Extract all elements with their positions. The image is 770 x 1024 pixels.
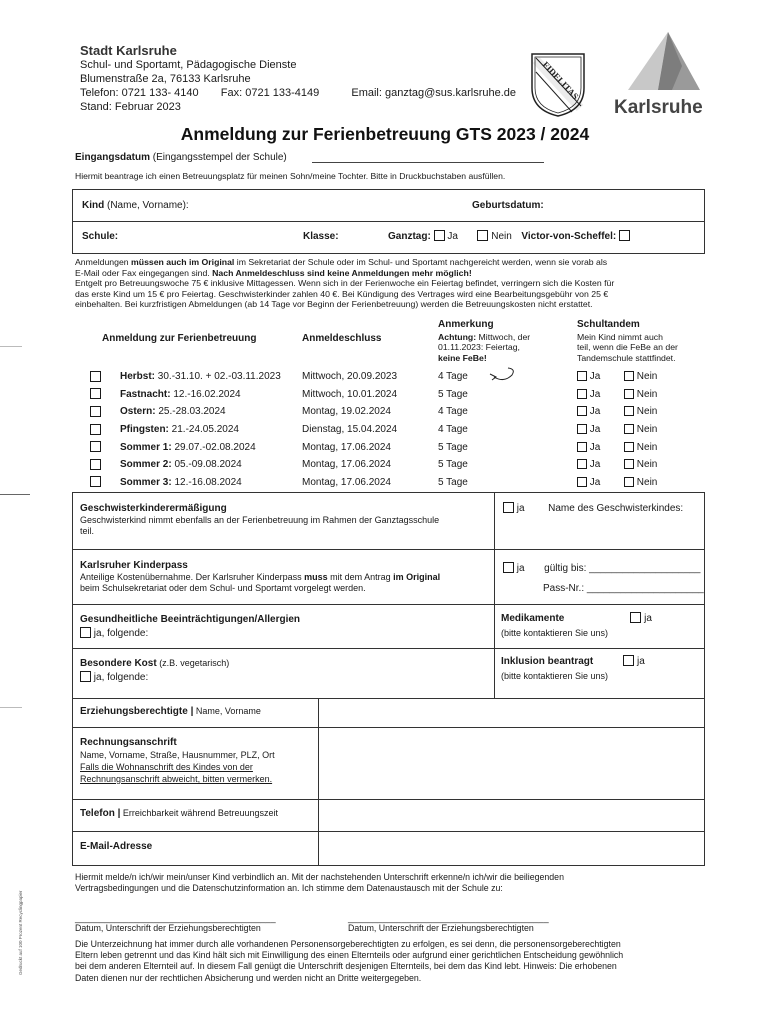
header-block: [80, 43, 516, 114]
holiday-name: Fastnacht:: [120, 388, 171, 400]
signature-2-line: _________________________________________: [348, 913, 549, 923]
holiday-name: Sommer 1:: [120, 441, 172, 453]
holiday-name: Pfingsten:: [120, 424, 169, 436]
holiday-note: 5 Tage: [438, 476, 468, 488]
eingangsdatum-label: Eingangsdatum: [75, 152, 151, 163]
holiday-note: 4 Tage: [438, 424, 468, 436]
schule-field[interactable]: Schule:: [82, 231, 119, 242]
fold-mark-lower: [0, 707, 22, 708]
holiday-checkbox[interactable]: [90, 406, 101, 417]
holiday-checkbox[interactable]: [90, 424, 101, 435]
telefon-label: Telefon | Erreichbarkeit während Betreuungszeit: [80, 808, 278, 819]
fold-mark: [0, 346, 22, 347]
tandem-nein-checkbox[interactable]: [624, 406, 634, 416]
recycling-note: Gedruckt auf 100 Prozent Recyclingpapier: [18, 890, 23, 975]
tandem-ja-checkbox[interactable]: [577, 477, 587, 487]
tandem-nein-checkbox[interactable]: [624, 459, 634, 469]
victor-checkbox[interactable]: [619, 230, 630, 241]
tandem-ja-label: Ja: [589, 424, 601, 436]
intro-text: Hiermit beantrage ich einen Betreuungsplatz für meinen Sohn/meine Tochter. Bitte in Druckbuchstaben ausfüllen.: [75, 171, 506, 181]
ganztag-nein-checkbox[interactable]: [477, 230, 488, 241]
col-head-anmeldeschluss: Anmeldeschluss: [302, 333, 382, 344]
holiday-name: Sommer 3:: [120, 476, 172, 488]
holiday-dates: 12.-16.02.2024: [170, 388, 241, 400]
holiday-name: Ostern:: [120, 406, 156, 418]
holiday-deadline: Montag, 17.06.2024: [302, 476, 391, 488]
kind-label: Kind: [82, 200, 105, 211]
ganztag-label: Ganztag:: [388, 231, 431, 242]
gesundheit-section: Gesundheitliche Beeinträchtigungen/Allergien ja, folgende:: [80, 614, 301, 639]
signature-2[interactable]: [348, 913, 549, 933]
svg-text:FIDELITAS: FIDELITAS: [540, 59, 581, 102]
holiday-row: [90, 421, 657, 439]
holiday-deadline: Montag, 19.02.2024: [302, 406, 391, 418]
kinderpass-section: Karlsruher Kinderpass Anteilige Kostenübernahme. Der Karlsruher Kinderpass muss mit dem Antrag im Original beim Schulsekretariat oder dem Schul- und Sportamt vorgelegt werden.: [80, 560, 441, 593]
inklusion-ja-checkbox[interactable]: [623, 655, 634, 666]
tandem-ja-checkbox[interactable]: [577, 424, 587, 434]
holiday-row: [90, 474, 657, 492]
tandem-nein-checkbox[interactable]: [624, 371, 634, 381]
holiday-checkbox[interactable]: [90, 476, 101, 487]
holiday-note: 4 Tage: [438, 371, 468, 383]
disclaimer-text: Die Unterzeichnung hat immer durch alle vorhandenen Personensorgeberechtigten zu erfolgen, es sei denn, die personensorgeberechtigten Eltern leben getrennt und das Kind hält sich mit Einwilligung des einen Elternteils oder aufgrund einer gerichtlichen Entscheidung gewöhnlich bei dem anderen Elternteil auf. In diesem Fall genügt die Unterschrift desjenigen Elternteils, bei dem das Kind lebt. Hinweis: Die erhobenen Daten dienen nur der rechtlichen Absicherung und werden nicht an Dritte weitergegeben.: [75, 939, 624, 983]
holiday-note: 5 Tage: [438, 388, 468, 400]
tandem-ja-label: Ja: [589, 371, 601, 383]
tandem-nein-label: Nein: [636, 441, 658, 453]
notes-block: Anmeldungen müssen auch im Original im Sekretariat der Schule oder im Schul- und Sportamt nachgereicht werden, wenn sie vorab als E-Mail oder Fax eingegangen sind. Nach Anmeldeschluss sind keine Anmeldungen mehr möglich! Entgelt pro Betreuungswoche 75 € inklusive Mittagessen. Wenn sich in der Ferienwoche ein Feiertag befindet, verringern sich die Kosten für das erste Kind um 15 € pro Feiertag. Geschwisterkinder zahlen 40 €. Bei Kündigung des Vertrages wird eine Bearbeitungsgebühr von 25 € einbehalten. Bei kurzfristigen Abmeldungen (ab 14 Tage vor Beginn der Ferienbetreuung) werden die Betreuungskosten nicht erstattet.: [75, 257, 615, 310]
tandem-nein-label: Nein: [636, 424, 658, 436]
address: Blumenstraße 2a, 76133 Karlsruhe: [80, 73, 251, 85]
holiday-name: Sommer 2:: [120, 459, 172, 471]
department: Schul- und Sportamt, Pädagogische Dienste: [80, 59, 297, 71]
rechnungsanschrift-input[interactable]: [320, 729, 703, 798]
kinderpass-nr-field[interactable]: Pass-Nr.: _____________________: [543, 583, 704, 594]
holiday-name: Herbst:: [120, 371, 156, 383]
tandem-nein-label: Nein: [636, 406, 658, 418]
holiday-row: [90, 403, 657, 421]
holiday-row: [90, 456, 657, 474]
signature-1-label: Datum, Unterschrift der Erziehungsberechtigten: [75, 923, 261, 933]
rechnungsanschrift-label: Rechnungsanschrift Name, Vorname, Straße, Hausnummer, PLZ, Ort Falls die Wohnanschrift des Kindes von der Rechnungsanschrift abweicht, bitten vermerken.: [80, 737, 275, 784]
holiday-checkbox[interactable]: [90, 371, 101, 382]
tandem-ja-checkbox[interactable]: [577, 371, 587, 381]
tandem-nein-label: Nein: [636, 476, 658, 488]
punch-mark: [0, 494, 30, 495]
klasse-field[interactable]: Klasse:: [303, 231, 339, 242]
tandem-ja-label: Ja: [589, 406, 601, 418]
holiday-dates: 30.-31.10. + 02.-03.11.2023: [155, 371, 281, 383]
kinderpass-ja-checkbox[interactable]: [503, 562, 514, 573]
holiday-dates: 12.-16.08.2024: [171, 476, 242, 488]
inklusion-section: Inklusion beantragt ja (bitte kontaktieren Sie uns): [501, 656, 645, 681]
telefon-input[interactable]: [320, 801, 703, 830]
city-name: Stadt Karlsruhe: [80, 43, 177, 58]
contact-line: [80, 86, 516, 100]
holiday-note: 4 Tage: [438, 406, 468, 418]
tandem-nein-label: Nein: [636, 371, 658, 383]
signature-1[interactable]: [75, 913, 276, 933]
tandem-ja-label: Ja: [589, 441, 601, 453]
ganztag-row: [388, 230, 630, 242]
col-head-anmeldung: Anmeldung zur Ferienbetreuung: [102, 333, 257, 344]
holiday-checkbox[interactable]: [90, 441, 101, 452]
holiday-row: [90, 368, 657, 386]
tandem-nein-checkbox[interactable]: [624, 477, 634, 487]
holiday-dates: 21.-24.05.2024: [168, 424, 239, 436]
eingangsdatum-line[interactable]: [312, 162, 544, 163]
tandem-ja-checkbox[interactable]: [577, 389, 587, 399]
tandem-nein-checkbox[interactable]: [624, 424, 634, 434]
kind-hint: (Name, Vorname):: [107, 200, 189, 211]
tandem-ja-label: Ja: [589, 388, 601, 400]
signature-1-line: _________________________________________: [75, 913, 276, 923]
erziehungsberechtigte-input[interactable]: [320, 700, 703, 726]
consent-text: Hiermit melde/n ich/wir mein/unser Kind verbindlich an. Mit der nachstehenden Unterschrift erkenne/n ich/wir die beiliegenden Vertragsbedingungen und die Datenschutzinformation an. Ich stimme dem Datenaustausch mit der Schule zu:: [75, 872, 564, 893]
holiday-deadline: Dienstag, 15.04.2024: [302, 424, 398, 436]
ganztag-ja-checkbox[interactable]: [434, 230, 445, 241]
karlsruhe-logo-icon: [612, 30, 702, 100]
col-head-schultandem: Schultandem Mein Kind nimmt auch teil, wenn die FeBe an der Tandemschule stattfindet.: [577, 319, 678, 363]
holiday-note: 5 Tage: [438, 459, 468, 471]
medikamente-ja-checkbox[interactable]: [630, 612, 641, 623]
fax: Fax: 0721 133-4149: [220, 87, 320, 99]
kinderpass-options: ja gültig bis: ____________________ Pass-Nr.: _____________________: [503, 559, 704, 599]
geschwister-options: ja Name des Geschwisterkindes:: [503, 502, 683, 514]
geschwister-ja-checkbox[interactable]: [503, 502, 514, 513]
kinderpass-valid-field[interactable]: gültig bis: ____________________: [544, 563, 701, 574]
stand-date: Stand: Februar 2023: [80, 101, 181, 113]
tandem-ja-label: Ja: [589, 459, 601, 471]
tandem-nein-checkbox[interactable]: [624, 442, 634, 452]
holiday-dates: 25.-28.03.2024: [155, 406, 226, 418]
holiday-deadline: Montag, 17.06.2024: [302, 459, 391, 471]
tandem-ja-checkbox[interactable]: [577, 459, 587, 469]
page-title: Anmeldung zur Ferienbetreuung GTS 2023 / 2024: [180, 124, 590, 144]
city-seal-icon: [522, 48, 594, 120]
holiday-row: [90, 438, 657, 456]
email: Email: ganztag@sus.karlsruhe.de: [351, 87, 517, 99]
email-input[interactable]: [320, 833, 703, 865]
victor-label: Victor-von-Scheffel:: [521, 231, 617, 242]
holiday-deadline: Montag, 17.06.2024: [302, 441, 391, 453]
medikamente-section: Medikamente ja (bitte kontaktieren Sie uns): [501, 613, 652, 638]
geburtsdatum-field[interactable]: Geburtsdatum:: [472, 200, 544, 211]
ganztag-nein-label: Nein: [491, 231, 512, 242]
kost-section: Besondere Kost (z.B. vegetarisch) ja, folgende:: [80, 658, 230, 683]
eingangsdatum-row: [75, 152, 287, 163]
holiday-deadline: Mittwoch, 10.01.2024: [302, 388, 398, 400]
col-head-anmerkung: Anmerkung Achtung: Mittwoch, der 01.11.2023: Feiertag, keine FeBe!: [438, 319, 531, 363]
phone: Telefon: 0721 133- 4140: [80, 87, 199, 99]
email-label: E-Mail-Adresse: [80, 841, 153, 852]
tandem-nein-label: Nein: [636, 388, 658, 400]
holiday-row: [90, 386, 657, 404]
holiday-table: [90, 368, 657, 491]
holiday-dates: 05.-09.08.2024: [171, 459, 242, 471]
signature-2-label: Datum, Unterschrift der Erziehungsberechtigten: [348, 923, 534, 933]
gesundheit-ja-checkbox[interactable]: [80, 627, 91, 638]
ganztag-ja-label: Ja: [447, 231, 458, 242]
erziehungsberechtigte-label: Erziehungsberechtigte | Name, Vorname: [80, 706, 261, 717]
tandem-nein-label: Nein: [636, 459, 658, 471]
holiday-deadline: Mittwoch, 20.09.2023: [302, 371, 398, 383]
holiday-checkbox[interactable]: [90, 388, 101, 399]
kost-ja-checkbox[interactable]: [80, 671, 91, 682]
holiday-checkbox[interactable]: [90, 459, 101, 470]
geschwister-section: Geschwisterkinderermäßigung Geschwisterkind nimmt ebenfalls an der Ferienbetreuung im Rahmen der Ganztagsschule teil.: [80, 503, 440, 536]
holiday-note: 5 Tage: [438, 441, 468, 453]
holiday-dates: 29.07.-02.08.2024: [171, 441, 256, 453]
eingangsdatum-hint: (Eingangsstempel der Schule): [152, 152, 287, 163]
logo-text: Karlsruhe: [614, 97, 703, 118]
geschwister-name-field[interactable]: Name des Geschwisterkindes:: [548, 503, 684, 514]
tandem-ja-label: Ja: [589, 476, 601, 488]
tandem-ja-checkbox[interactable]: [577, 442, 587, 452]
tandem-nein-checkbox[interactable]: [624, 389, 634, 399]
tandem-ja-checkbox[interactable]: [577, 406, 587, 416]
kind-name-field[interactable]: [82, 200, 189, 211]
